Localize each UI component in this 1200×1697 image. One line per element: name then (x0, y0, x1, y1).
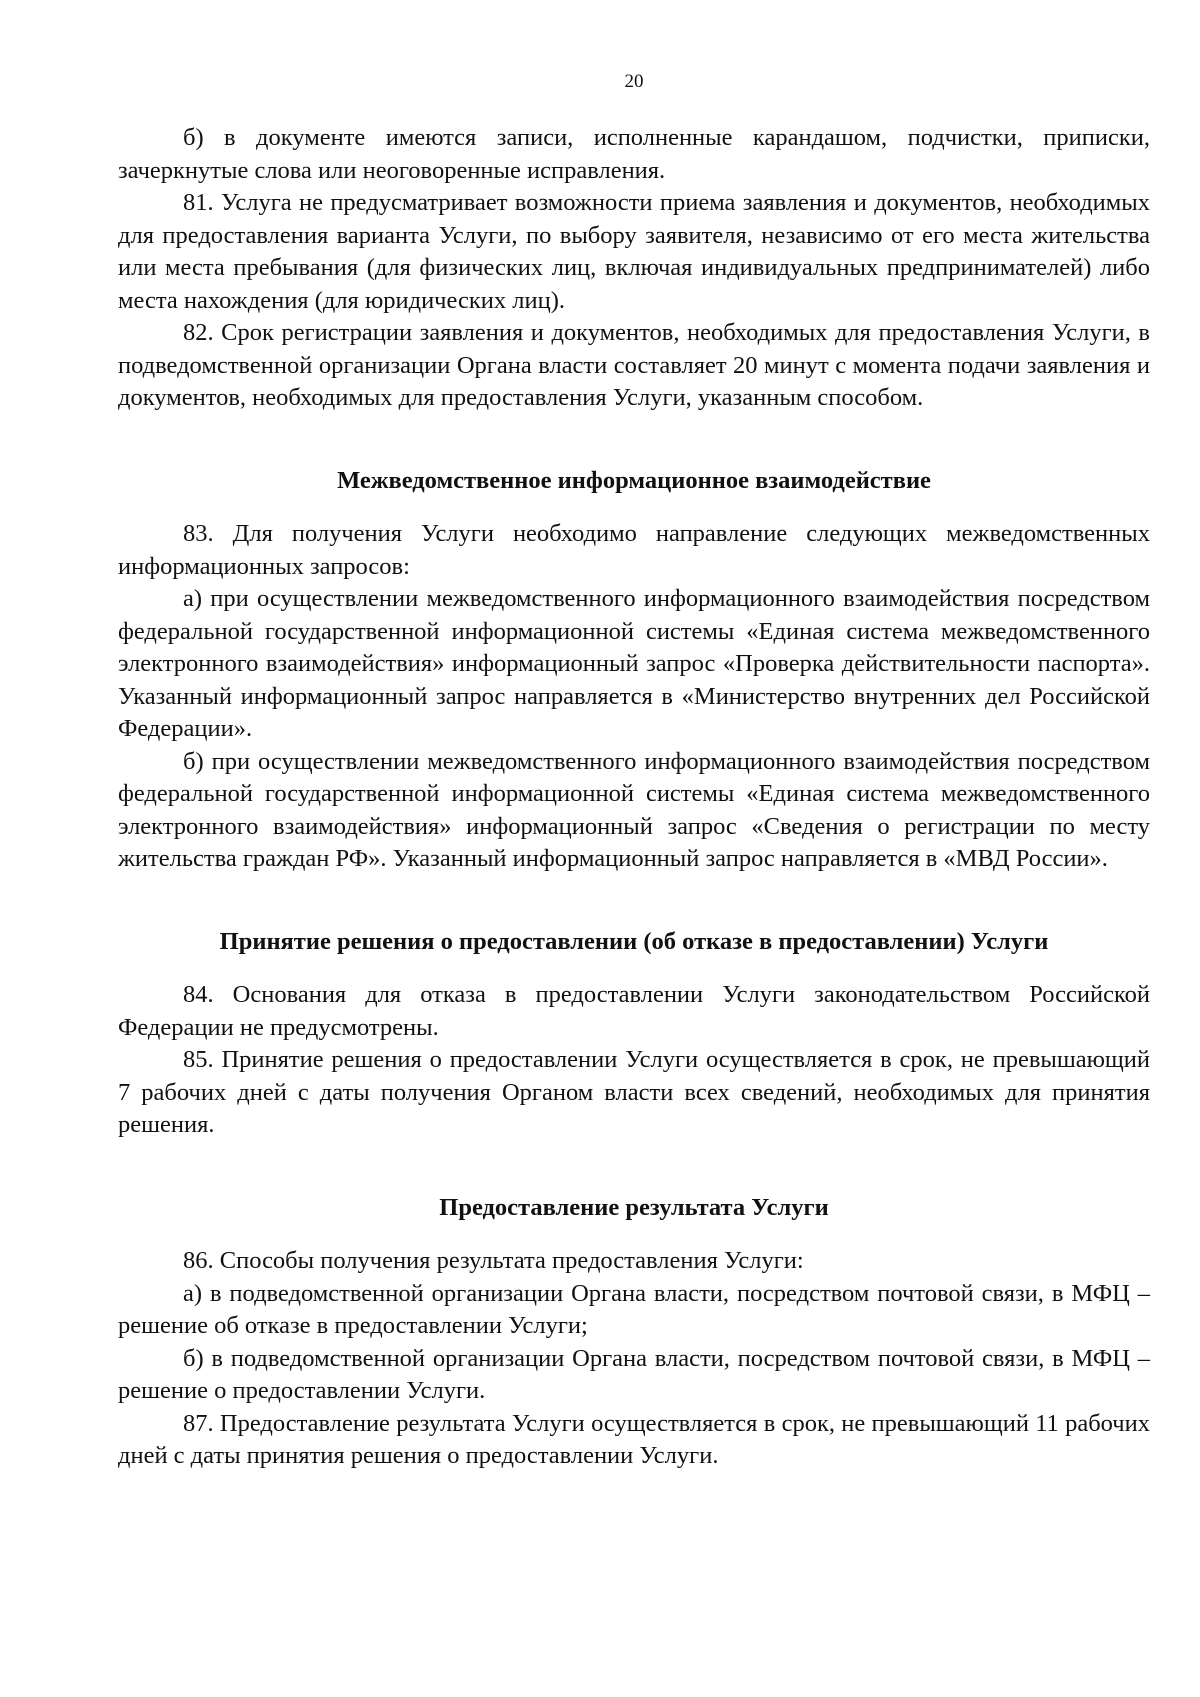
paragraph-80b: б) в документе имеются записи, исполненные карандашом, подчистки, приписки, зачеркнутые слова или неоговоренные исправления. (118, 124, 1150, 184)
paragraph-84: 84. Основания для отказа в предоставлении Услуги законодательством Российской Федерации не предусмотрены. (118, 981, 1150, 1041)
document-body (118, 122, 1150, 1473)
paragraph-86: 86. Способы получения результата предоставления Услуги: (183, 1247, 804, 1274)
paragraph-86b: б) в подведомственной организации Органа власти, посредством почтовой связи, в МФЦ – решение о предоставлении Услуги. (118, 1344, 1150, 1404)
paragraph-86a: а) в подведомственной организации Органа власти, посредством почтовой связи, в МФЦ – решение об отказе в предоставлении Услуги; (118, 1279, 1150, 1339)
paragraph-83b: б) при осуществлении межведомственного информационного взаимодействия посредством федеральной государственной информационной системы «Единая система межведомственного электронного взаимодействия» информационный запрос «Сведения о регистрации по месту жительства граждан РФ». Указанный информационный запрос направляется в «МВД России». (118, 747, 1150, 872)
section-heading-decision: Принятие решения о предоставлении (об отказе в предоставлении) Услуги (219, 927, 1049, 955)
page-number: 20 (624, 71, 644, 92)
paragraph-85: 85. Принятие решения о предоставлении Услуги осуществляется в срок, не превышающий 7 рабочих дней с даты получения Органом власти всех сведений, необходимых для принятия решения. (118, 1046, 1150, 1138)
paragraph-81: 81. Услуга не предусматривает возможности приема заявления и документов, необходимых для предоставления варианта Услуги, по выбору заявителя, независимо от его места жительства или места пребывания (для физических лиц, включая индивидуальных предпринимателей) либо места нахождения (для юридических лиц). (118, 189, 1150, 314)
paragraph-87: 87. Предоставление результата Услуги осуществляется в срок, не превышающий 11 рабочих дней с даты принятия решения о предоставлении Услуги. (118, 1409, 1150, 1469)
section-heading-result: Предоставление результата Услуги (439, 1193, 829, 1221)
paragraph-83: 83. Для получения Услуги необходимо направление следующих межведомственных информационных запросов: (118, 520, 1150, 580)
section-heading-interagency: Межведомственное информационное взаимодействие (337, 466, 931, 494)
paragraph-82: 82. Срок регистрации заявления и документов, необходимых для предоставления Услуги, в подведомственной организации Органа власти составляет 20 минут с момента подачи заявления и документов, необходимых для предоставления Услуги, указанным способом. (118, 319, 1150, 411)
paragraph-83a: а) при осуществлении межведомственного информационного взаимодействия посредством федеральной государственной информационной системы «Единая система межведомственного электронного взаимодействия» информационный запрос «Проверка действительности паспорта». Указанный информационный запрос направляется в «Министерство внутренних дел Российской Федерации». (118, 585, 1150, 742)
